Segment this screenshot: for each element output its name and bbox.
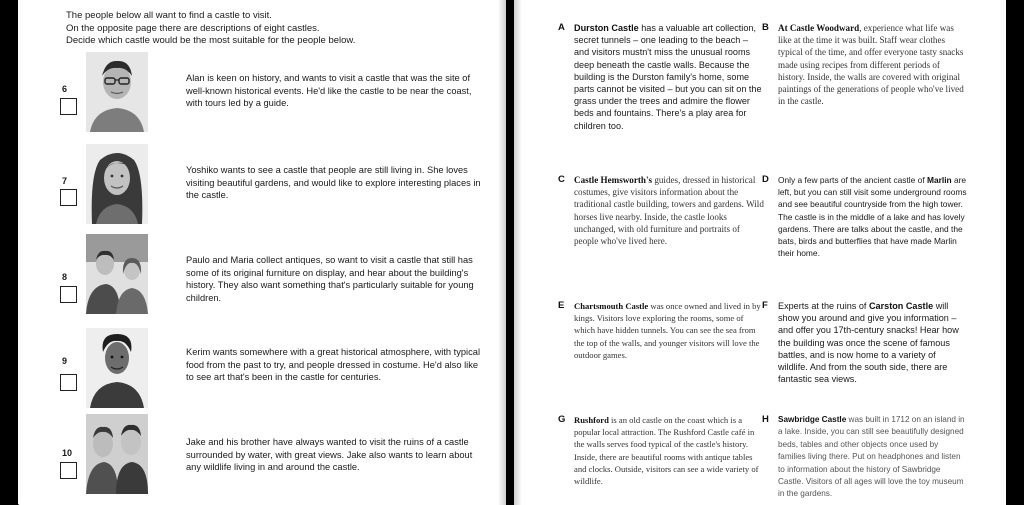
answer-box-10[interactable]: [60, 462, 77, 479]
answer-box-9[interactable]: [60, 374, 77, 391]
castle-description: guides, dressed in historical costumes, give visitors information about the traditional castle building, towers and gardens. Wild horses live nearby. Inside, the castle looks unchanged, with old furniture and portraits of people who've lived here.: [574, 175, 764, 247]
castle-name: At Castle Woodward: [778, 23, 860, 33]
left-page: [18, 0, 506, 505]
castle-name: Castle Hemsworth's: [574, 175, 653, 185]
castle-entry-f: [778, 300, 968, 385]
question-text: Jake and his brother have always wanted to visit the ruins of a castle surrounded by water, with great views. Jake also wants to learn about any wildlife living in and around the castle.: [186, 437, 473, 473]
castle-name: Chartsmouth Castle: [574, 301, 649, 311]
photo-yoshiko: [86, 144, 148, 224]
question-text: Alan is keen on history, and wants to visit a castle that was the site of well-known historical events. He'd like the castle to be near the coast, with tours led by a guide.: [186, 73, 472, 109]
castle-name: Rushford: [574, 415, 609, 425]
castle-description: has a valuable art collection, secret tunnels – one leading to the beach – and visitors mustn't miss the unusual rooms deep beneath the castle walls. Because the building is the Durston family's home, some parts cannot be visited – but you can sit on the grass under the trees and admire the flower beds and fountains. There's a play area for children too.: [574, 23, 762, 131]
answer-box-6[interactable]: [60, 98, 77, 115]
question-number: 10: [62, 448, 73, 458]
castle-letter: A: [558, 22, 565, 33]
castle-letter: C: [558, 174, 565, 185]
castle-entry-a: [574, 22, 764, 132]
question-number: 8: [62, 272, 68, 282]
page-gutter: [498, 0, 506, 505]
photo-paulo-maria: [86, 234, 148, 314]
question-8: [18, 234, 506, 324]
castle-name: Durston Castle: [574, 23, 639, 33]
castle-entry-d: [778, 174, 968, 259]
castle-description: was built in 1712 on an island in a lake. Inside, you can still see beautifully designed beds, tables and other objects once used by families living there. Put on headphones and listen to information about the history of Sawbridge Castle. Visitors of all ages will love the toy museum in the gardens.: [778, 415, 965, 499]
instruction-line-2: On the opposite page there are descriptions of eight castles.: [66, 22, 320, 34]
castle-description: will show you around and give you information – and offer you 17th-century snacks! Hear how the building was once the scene of famous battles, and is now home to a variety of wildlife. And from the south side, there are fantastic sea views.: [778, 301, 959, 385]
question-text: Yoshiko wants to see a castle that people are still living in. She loves visiting beautiful gardens, and would like to explore interesting places in the castle.: [186, 165, 481, 201]
castle-description-intro: Experts at the ruins of: [778, 301, 869, 311]
castle-entry-g: [574, 414, 764, 487]
instructions: [66, 10, 355, 48]
castle-name: Carston Castle: [868, 301, 934, 311]
castle-letter: B: [762, 22, 769, 33]
castle-description: is an old castle on the coast which is a popular local attraction. The Rushford Castle café in the walls serves food typical of the castle's history. Inside, there are beautiful rooms with antique tables and clocks. Outside, visitors can see a wide variety of wildlife.: [574, 415, 759, 487]
castle-entry-c: [574, 174, 764, 247]
question-10: [18, 414, 506, 504]
instruction-line-1: The people below all want to find a castle to visit.: [66, 10, 272, 21]
question-number: 7: [62, 176, 68, 186]
castle-description-intro: Only a few parts of the ancient castle of: [778, 175, 927, 185]
castle-description: are left, but you can still visit some underground rooms and see beautiful countryside from the high tower. The castle is in the middle of a lake and has lovely gardens. There are talks about the castle, and the bats, birds and butterflies that have made Marlin their home.: [778, 175, 967, 259]
castle-letter: D: [762, 174, 769, 185]
castle-entry-b: [778, 22, 968, 107]
answer-box-7[interactable]: [60, 189, 77, 206]
question-text: Kerim wants somewhere with a great historical atmosphere, with typical food from the past to try, and people dressed in costume. He'd also like to see art that's been in the castle for centuries.: [186, 347, 481, 383]
question-text: Paulo and Maria collect antiques, so want to visit a castle that still has some of its original furniture on display, and hear about the building's history. They also want something that's particularly suitable for young children.: [186, 255, 474, 303]
question-number: 6: [62, 84, 68, 94]
question-7: [18, 144, 506, 234]
photo-alan: [86, 52, 148, 132]
page-gutter: [514, 0, 522, 505]
castle-letter: G: [558, 414, 566, 425]
castle-entry-e: [574, 300, 764, 361]
castle-letter: E: [558, 300, 565, 311]
question-number: 9: [62, 356, 68, 366]
question-9: [18, 328, 506, 418]
castle-entry-h: [778, 414, 968, 501]
photo-kerim: [86, 328, 148, 408]
answer-box-8[interactable]: [60, 286, 77, 303]
castle-name: Sawbridge Castle: [778, 415, 847, 424]
castle-letter: F: [762, 300, 768, 311]
instruction-line-3: Decide which castle would be the most suitable for the people below.: [66, 35, 356, 46]
castle-name: Marlin: [926, 175, 952, 185]
photo-jake-brother: [86, 414, 148, 494]
castle-description: , experience what life was like at the time it was built. Staff wear clothes typical of the time, and offer everyone tasty snacks made using recipes from different periods of history. Inside, the walls are covered with original paintings of the generations of people who've lived in the castle.: [778, 23, 964, 107]
question-6: [18, 50, 506, 140]
castle-letter: H: [762, 414, 769, 425]
castle-description: was once owned and lived in by kings. Visitors love exploring the rooms, some of which have hidden tunnels. You can see the sea from the top of the walls, and younger visitors will love the outdoor games.: [574, 301, 761, 360]
right-page: [514, 0, 1006, 505]
